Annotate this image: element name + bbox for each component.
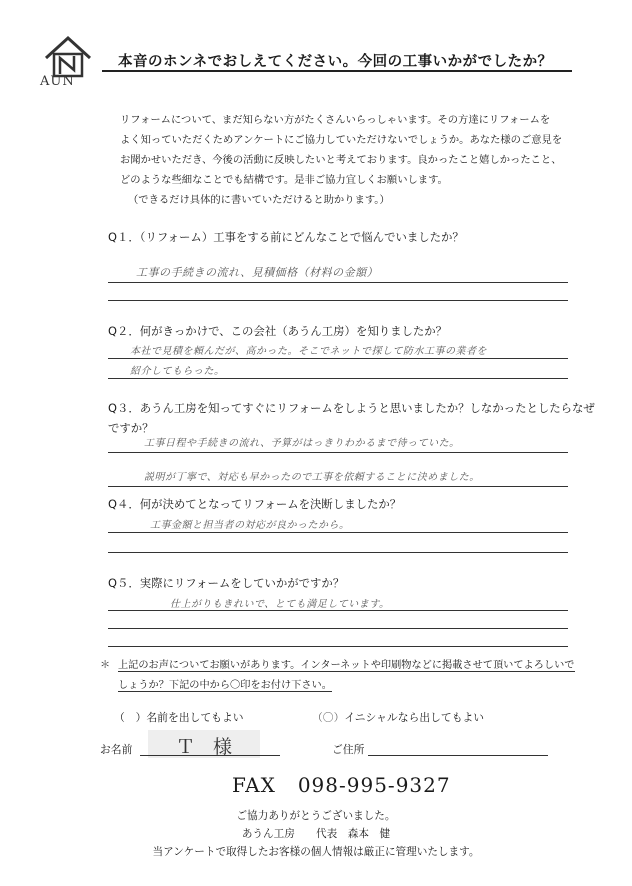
question-2-answer: 本社で見積を頼んだが、高かった。そこでネットで探して防水工事の業者を bbox=[130, 346, 487, 357]
answer-line bbox=[108, 610, 568, 611]
name-field-value[interactable]: Ｔ 様 bbox=[176, 736, 239, 758]
address-field-underline[interactable] bbox=[368, 755, 548, 756]
name-field-underline bbox=[140, 755, 280, 756]
answer-line bbox=[108, 452, 568, 453]
intro-line: どのような些細なことでも結構です。是非ご協力宜しくお願いします。 bbox=[120, 174, 448, 186]
option-initial-label: イニシャルなら出してもよい bbox=[344, 711, 485, 724]
address-field-label: ご住所 bbox=[332, 743, 365, 756]
answer-line bbox=[108, 378, 568, 379]
question-2-label: Q２．何がきっかけで、この会社（あうん工房）を知りましたか？ bbox=[108, 324, 448, 338]
question-3-answer: 工事日程や手続きの流れ、予算がはっきりわかるまで待っていた。 bbox=[144, 438, 460, 449]
answer-line bbox=[108, 486, 568, 487]
question-2-answer: 紹介してもらった。 bbox=[130, 366, 225, 377]
answer-line bbox=[108, 358, 568, 359]
publication-consent-note bbox=[100, 656, 580, 696]
note-line: 上記のお声についてお願いがあります。インターネットや印刷物などに掲載させて頂いてよろしいで bbox=[118, 660, 575, 671]
answer-line bbox=[108, 532, 568, 533]
intro-line: リフォームについて、まだ知らない方がたくさんいらっしゃいます。その方達にリフォームを bbox=[120, 114, 551, 126]
question-4-answer: 工事金額と担当者の対応が良かったから。 bbox=[150, 520, 350, 531]
title-underline bbox=[102, 70, 572, 72]
intro-line: お聞かせいただき、今後の活動に反映したいと考えております。良かったこと嬉しかったこと、 bbox=[120, 154, 562, 166]
page-title: 本音のホンネでおしえてください。今回の工事いかがでしたか？ bbox=[118, 54, 553, 70]
question-5-answer: 仕上がりもきれいで、とても満足しています。 bbox=[170, 599, 390, 610]
question-1-label: Q１．（リフォーム）工事をする前にどんなことで悩んでいましたか？ bbox=[108, 230, 464, 244]
name-field-label: お名前 bbox=[100, 743, 133, 756]
answer-line bbox=[108, 552, 568, 553]
option-initial[interactable] bbox=[312, 710, 484, 725]
intro-line: よく知っていただくためアンケートにご協力していただけないでしょうか。あなた様のご意見を bbox=[120, 134, 563, 146]
note-asterisk: ＊ bbox=[100, 660, 111, 671]
answer-line bbox=[108, 300, 568, 301]
question-1-answer: 工事の手続きの流れ、見積価格（材料の金額） bbox=[136, 266, 379, 279]
intro-paragraph bbox=[120, 110, 590, 210]
footer-privacy: 当アンケートで取得したお客様の個人情報は厳正に管理いたします。 bbox=[152, 846, 480, 858]
answer-line bbox=[108, 646, 568, 647]
question-3-label: Q３．あうん工房を知ってすぐにリフォームをしようと思いましたか？しなかったとしたらなぜですか？ bbox=[108, 401, 595, 435]
fax-number bbox=[232, 773, 451, 797]
question-3-answer: 説明が丁寧で、対応も早かったので工事を依頼することに決めました。 bbox=[144, 472, 480, 483]
footer-thanks: ご協力ありがとうございました。 bbox=[236, 810, 396, 822]
intro-line: （できるだけ具体的に書いていただけると助かります。） bbox=[128, 194, 390, 206]
answer-line bbox=[108, 282, 568, 283]
brand-logo-text: AUN bbox=[40, 74, 75, 89]
question-4-label: Q４．何が決めてとなってリフォームを決断しましたか？ bbox=[108, 497, 402, 511]
fax-label: FAX bbox=[232, 773, 276, 797]
answer-line bbox=[108, 628, 568, 629]
footer-company: あうん工房 代表 森本 健 bbox=[241, 828, 391, 840]
option-full-name[interactable]: （ ）名前を出してもよい bbox=[114, 711, 244, 724]
question-5-label: Q５．実際にリフォームをしていかがですか？ bbox=[108, 576, 345, 590]
note-line: しょうか？下記の中から〇印をお付け下さい。 bbox=[118, 680, 332, 691]
fax-number-value: 098-995-9327 bbox=[297, 773, 451, 797]
option-initial-circle-mark: （〇） bbox=[312, 711, 345, 724]
